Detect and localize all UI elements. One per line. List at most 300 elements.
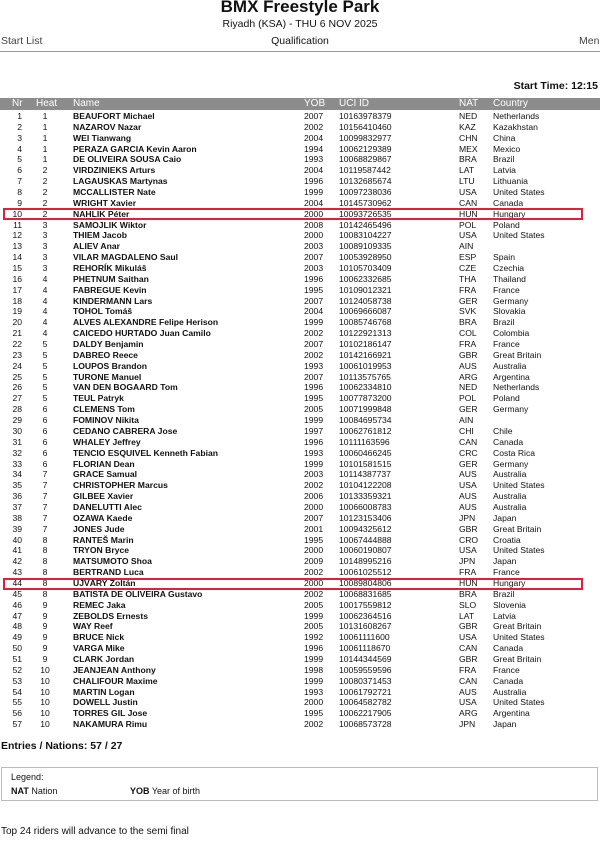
rider-nat: USA xyxy=(459,230,477,241)
table-row xyxy=(0,687,600,698)
rider-heat: 10 xyxy=(40,664,50,675)
rider-nat: SVK xyxy=(459,306,477,317)
rider-uci-id: 10097238036 xyxy=(339,187,392,198)
rider-uci-id: 10124058738 xyxy=(339,295,392,306)
rider-country: Canada xyxy=(493,643,524,654)
rider-nat: USA xyxy=(459,480,477,491)
rider-nr: 21 xyxy=(12,328,22,339)
rider-heat: 6 xyxy=(42,404,48,415)
rider-nat: NED xyxy=(459,111,478,121)
rider-nr: 15 xyxy=(12,263,22,274)
rider-yob: 1996 xyxy=(304,273,324,284)
rider-name: VILAR MAGDALENO Saul xyxy=(73,252,179,263)
rider-yob: 2002 xyxy=(304,328,324,339)
rider-country: Great Britain xyxy=(493,523,542,534)
header-country: Country xyxy=(493,98,529,109)
rider-country: Hungary xyxy=(493,577,526,588)
rider-nat: MEX xyxy=(459,143,478,154)
rider-country: Costa Rica xyxy=(493,447,536,458)
rider-heat: 5 xyxy=(42,360,48,371)
rider-yob: 1993 xyxy=(304,360,324,371)
rider-country: Poland xyxy=(493,393,520,404)
rider-nr: 17 xyxy=(12,284,22,295)
rider-heat: 4 xyxy=(42,317,48,328)
rider-yob: 1992 xyxy=(304,632,324,643)
rider-yob: 1999 xyxy=(304,187,324,198)
rider-uci-id: 10083104227 xyxy=(339,230,392,241)
rider-heat: 1 xyxy=(42,132,48,143)
rider-nat: GBR xyxy=(459,349,478,360)
rider-nr: 43 xyxy=(12,567,22,578)
rider-uci-id: 10109012321 xyxy=(339,284,392,295)
rider-nat: FRA xyxy=(459,339,477,350)
rider-nr: 29 xyxy=(12,415,22,426)
rider-nr: 28 xyxy=(12,404,22,415)
rider-country: Brazil xyxy=(493,588,515,599)
rider-nat: CZE xyxy=(459,263,477,274)
rider-uci-id: 10060466245 xyxy=(339,447,392,458)
table-row xyxy=(0,252,600,263)
rider-heat: 9 xyxy=(42,643,48,654)
rider-nr: 18 xyxy=(12,295,22,306)
rider-name: CLARK Jordan xyxy=(73,653,135,664)
rider-yob: 1993 xyxy=(304,447,324,458)
rider-uci-id: 10061019953 xyxy=(339,360,392,371)
rider-country: Spain xyxy=(493,252,515,263)
rider-nr: 5 xyxy=(17,154,22,165)
rider-nat: FRA xyxy=(459,284,477,295)
rider-name: BRUCE Nick xyxy=(73,632,125,643)
table-row xyxy=(0,317,600,328)
rider-name: THIEM Jacob xyxy=(73,230,127,241)
rider-nr: 8 xyxy=(17,187,22,198)
rider-yob: 2002 xyxy=(304,719,324,730)
rider-country: United States xyxy=(493,187,545,198)
rider-country: Argentina xyxy=(493,371,530,382)
rider-name: RANTEŠ Marin xyxy=(73,534,134,545)
rider-yob: 2005 xyxy=(304,404,324,415)
rider-name: DALDY Benjamin xyxy=(73,339,144,350)
rider-uci-id: 10084695734 xyxy=(339,415,392,426)
rider-country: France xyxy=(493,664,520,675)
rider-heat: 7 xyxy=(42,501,48,512)
rider-nr: 49 xyxy=(12,632,22,643)
rider-name: PHETNUM Saithan xyxy=(73,273,149,284)
legend-key: YOB xyxy=(130,786,150,796)
table-row xyxy=(0,535,600,546)
rider-nat: GER xyxy=(459,404,478,415)
table-row xyxy=(0,513,600,524)
rider-nat: AUS xyxy=(459,501,477,512)
rider-yob: 1997 xyxy=(304,425,324,436)
rider-uci-id: 10068829867 xyxy=(339,154,392,165)
rider-name: TEUL Patryk xyxy=(73,393,124,404)
rider-yob: 2003 xyxy=(304,241,324,252)
rider-country: Kazakhstan xyxy=(493,121,538,132)
rider-yob: 2006 xyxy=(304,491,324,502)
table-row xyxy=(0,372,600,383)
table-row xyxy=(0,165,600,176)
rider-heat: 3 xyxy=(42,230,48,241)
rider-name: OZAWA Kaede xyxy=(73,512,133,523)
rider-nr: 4 xyxy=(17,143,22,154)
rider-name: MCCALLISTER Nate xyxy=(73,187,156,198)
rider-yob: 1993 xyxy=(304,154,324,165)
rider-nr: 23 xyxy=(12,349,22,360)
table-row xyxy=(0,263,600,274)
table-row xyxy=(0,393,600,404)
rider-heat: 8 xyxy=(42,577,48,588)
table-row xyxy=(0,611,600,622)
table-row xyxy=(0,437,600,448)
rider-name: REMEC Jaka xyxy=(73,599,126,610)
rider-nat: ESP xyxy=(459,252,477,263)
table-row xyxy=(0,480,600,491)
rider-nr: 12 xyxy=(12,230,22,241)
table-row xyxy=(0,382,600,393)
rider-nat: CHI xyxy=(459,425,474,436)
rider-country: United States xyxy=(493,545,545,556)
rider-heat: 8 xyxy=(42,545,48,556)
rider-yob: 2004 xyxy=(304,132,324,143)
advancement-note: Top 24 riders will advance to the semi final xyxy=(1,826,189,837)
rider-country: Netherlands xyxy=(493,382,540,393)
rider-name: MATSUMOTO Shoa xyxy=(73,556,152,567)
rider-country: Poland xyxy=(493,219,520,230)
rider-yob: 1999 xyxy=(304,317,324,328)
rider-nat: CAN xyxy=(459,197,478,208)
rider-nr: 39 xyxy=(12,523,22,534)
rider-nr: 42 xyxy=(12,556,22,567)
rider-nr: 30 xyxy=(12,425,22,436)
table-row xyxy=(0,676,600,687)
table-row xyxy=(0,556,600,567)
header-divider xyxy=(0,51,600,52)
rider-uci-id: 10132685674 xyxy=(339,176,392,187)
header-yob: YOB xyxy=(304,98,326,109)
rider-uci-id: 10104122208 xyxy=(339,480,392,491)
rider-nr: 20 xyxy=(12,317,22,328)
table-row xyxy=(0,459,600,470)
table-row xyxy=(0,154,600,165)
table-row xyxy=(0,285,600,296)
rider-uci-id: 10085746768 xyxy=(339,317,392,328)
rider-uci-id: 10093726535 xyxy=(339,208,392,219)
rider-heat: 6 xyxy=(42,458,48,469)
rider-uci-id: 10123153406 xyxy=(339,512,392,523)
rider-nr: 3 xyxy=(17,132,22,143)
rider-uci-id: 10142465496 xyxy=(339,219,392,230)
table-row xyxy=(0,491,600,502)
rider-heat: 10 xyxy=(40,708,50,719)
rider-heat: 10 xyxy=(40,675,50,686)
legend-desc: Year of birth xyxy=(151,786,201,796)
rider-heat: 2 xyxy=(42,165,48,176)
rider-yob: 1995 xyxy=(304,393,324,404)
rider-name: BEAUFORT Michael xyxy=(73,111,155,121)
rider-yob: 1999 xyxy=(304,675,324,686)
rider-nat: GBR xyxy=(459,653,478,664)
rider-yob: 1996 xyxy=(304,436,324,447)
rider-country: Canada xyxy=(493,436,524,447)
page-title: BMX Freestyle Park xyxy=(220,0,380,16)
rider-uci-id: 10156410460 xyxy=(339,121,392,132)
rider-name: TOHOL Tomáš xyxy=(73,306,133,317)
rider-uci-id: 10062334810 xyxy=(339,382,392,393)
rider-heat: 8 xyxy=(42,567,48,578)
rider-uci-id: 10059559596 xyxy=(339,664,392,675)
rider-nat: HUN xyxy=(459,208,478,219)
rider-nat: THA xyxy=(459,273,477,284)
rider-yob: 2001 xyxy=(304,523,324,534)
header-nat: NAT xyxy=(459,98,479,109)
rider-yob: 2005 xyxy=(304,599,324,610)
rider-name: ALIEV Anar xyxy=(73,241,120,252)
rider-country: Czechia xyxy=(493,263,525,274)
rider-uci-id: 10114387737 xyxy=(339,469,391,480)
rider-uci-id: 10071999848 xyxy=(339,404,392,415)
rider-uci-id: 10089804806 xyxy=(339,577,392,588)
rider-name: VIRDZINIEKS Arturs xyxy=(73,165,156,176)
rider-nat: AUS xyxy=(459,360,477,371)
rider-yob: 2002 xyxy=(304,121,324,132)
rider-name: JEANJEAN Anthony xyxy=(73,664,156,675)
legend-item-yob xyxy=(130,786,200,796)
rider-heat: 6 xyxy=(42,447,48,458)
rider-yob: 1996 xyxy=(304,382,324,393)
table-row xyxy=(0,111,600,122)
start-list-rows xyxy=(0,111,600,730)
rider-heat: 3 xyxy=(42,263,48,274)
rider-nr: 32 xyxy=(12,447,22,458)
rider-uci-id: 10068573728 xyxy=(339,719,392,730)
rider-yob: 1995 xyxy=(304,708,324,719)
rider-nr: 13 xyxy=(12,241,22,252)
rider-nat: POL xyxy=(459,219,477,230)
rider-heat: 7 xyxy=(42,491,48,502)
rider-name: PERAZA GARCIA Kevin Aaron xyxy=(73,143,197,154)
rider-name: WEI Tianwang xyxy=(73,132,132,143)
rider-nat: CRO xyxy=(459,534,479,545)
rider-country: Australia xyxy=(493,501,527,512)
table-row xyxy=(0,448,600,459)
rider-nat: GBR xyxy=(459,621,478,632)
rider-name: CHALIFOUR Maxime xyxy=(73,675,158,686)
rider-heat: 1 xyxy=(42,143,48,154)
rider-heat: 5 xyxy=(42,349,48,360)
rider-country: France xyxy=(493,284,520,295)
table-row xyxy=(0,306,600,317)
rider-country: France xyxy=(493,339,520,350)
rider-yob: 2003 xyxy=(304,263,324,274)
table-row xyxy=(0,187,600,198)
rider-heat: 6 xyxy=(42,425,48,436)
rider-nat: AIN xyxy=(459,415,474,426)
rider-heat: 3 xyxy=(42,219,48,230)
rider-nr: 38 xyxy=(12,512,22,523)
rider-yob: 2003 xyxy=(304,469,324,480)
rider-nat: KAZ xyxy=(459,121,476,132)
rider-heat: 2 xyxy=(42,187,48,198)
table-row xyxy=(0,632,600,643)
round-label: Qualification xyxy=(271,35,329,47)
rider-country: Japan xyxy=(493,512,517,523)
rider-yob: 2000 xyxy=(304,577,324,588)
rider-name: VAN DEN BOGAARD Tom xyxy=(73,382,178,393)
rider-nat: CHN xyxy=(459,132,478,143)
rider-name: FOMINOV Nikita xyxy=(73,415,139,426)
table-row xyxy=(0,133,600,144)
rider-yob: 1998 xyxy=(304,664,324,675)
rider-name: CEDANO CABRERA Jose xyxy=(73,425,178,436)
rider-heat: 10 xyxy=(40,686,50,697)
rider-country: Australia xyxy=(493,491,527,502)
rider-country: France xyxy=(493,567,520,578)
rider-yob: 2007 xyxy=(304,111,324,121)
rider-name: VARGA Mike xyxy=(73,643,125,654)
legend-desc: Nation xyxy=(31,786,58,796)
rider-uci-id: 10077873200 xyxy=(339,393,392,404)
table-row xyxy=(0,361,600,372)
rider-heat: 4 xyxy=(42,273,48,284)
rider-heat: 2 xyxy=(42,208,48,219)
rider-nat: CAN xyxy=(459,643,478,654)
rider-heat: 9 xyxy=(42,632,48,643)
table-row xyxy=(0,643,600,654)
rider-yob: 2007 xyxy=(304,512,324,523)
rider-name: DABREO Reece xyxy=(73,349,138,360)
table-row xyxy=(0,198,600,209)
rider-yob: 2002 xyxy=(304,480,324,491)
rider-country: Colombia xyxy=(493,328,530,339)
rider-heat: 5 xyxy=(42,371,48,382)
rider-name: TENCIO ESQUIVEL Kenneth Fabian xyxy=(73,447,218,458)
rider-nr: 54 xyxy=(12,686,22,697)
legend-key: NAT xyxy=(11,786,29,796)
highlight-box xyxy=(3,208,583,220)
rider-nat: AIN xyxy=(459,241,474,252)
table-row xyxy=(0,665,600,676)
rider-name: TORRES GIL Jose xyxy=(73,708,148,719)
rider-uci-id: 10017559812 xyxy=(339,599,392,610)
rider-heat: 5 xyxy=(42,393,48,404)
rider-yob: 2007 xyxy=(304,339,324,350)
rider-country: Latvia xyxy=(493,165,516,176)
rider-yob: 1993 xyxy=(304,686,324,697)
rider-nr: 55 xyxy=(12,697,22,708)
table-row xyxy=(0,296,600,307)
rider-heat: 4 xyxy=(42,295,48,306)
rider-nr: 53 xyxy=(12,675,22,686)
rider-country: United States xyxy=(493,632,545,643)
rider-yob: 2000 xyxy=(304,230,324,241)
rider-name: CHRISTOPHER Marcus xyxy=(73,480,168,491)
table-row xyxy=(0,415,600,426)
table-row xyxy=(0,339,600,350)
rider-country: United States xyxy=(493,230,545,241)
rider-nr: 11 xyxy=(13,219,22,230)
header-nr: Nr xyxy=(12,98,23,109)
rider-nat: LAT xyxy=(459,165,475,176)
rider-yob: 2005 xyxy=(304,621,324,632)
rider-nat: SLO xyxy=(459,599,477,610)
rider-name: TURONE Manuel xyxy=(73,371,142,382)
rider-uci-id: 10062129389 xyxy=(339,143,392,154)
rider-country: Germany xyxy=(493,295,529,306)
table-row xyxy=(0,589,600,600)
rider-country: Canada xyxy=(493,675,524,686)
rider-name: WRIGHT Xavier xyxy=(73,197,137,208)
table-row xyxy=(0,230,600,241)
rider-yob: 2009 xyxy=(304,556,324,567)
rider-name: REHORÍK Mikuláš xyxy=(73,263,147,274)
rider-heat: 3 xyxy=(42,241,48,252)
rider-country: Brazil xyxy=(493,154,515,165)
rider-heat: 8 xyxy=(42,588,48,599)
rider-nr: 36 xyxy=(12,491,22,502)
rider-yob: 2007 xyxy=(304,295,324,306)
document-type-label: Start List xyxy=(1,35,43,47)
rider-name: CAICEDO HURTADO Juan Camilo xyxy=(73,328,211,339)
rider-name: TRYON Bryce xyxy=(73,545,130,556)
rider-nr: 33 xyxy=(12,458,22,469)
entries-summary: Entries / Nations: 57 / 27 xyxy=(1,740,123,752)
rider-nat: BRA xyxy=(459,317,477,328)
rider-nr: 19 xyxy=(12,306,22,317)
rider-heat: 10 xyxy=(40,719,50,730)
rider-country: Germany xyxy=(493,458,529,469)
table-row xyxy=(0,654,600,665)
rider-heat: 10 xyxy=(40,697,50,708)
rider-uci-id: 10069666087 xyxy=(339,306,392,317)
table-row xyxy=(0,545,600,556)
rider-nr: 6 xyxy=(17,165,22,176)
rider-nr: 46 xyxy=(12,599,22,610)
rider-nr: 48 xyxy=(12,621,22,632)
rider-nr: 10 xyxy=(12,208,22,219)
rider-yob: 1994 xyxy=(304,143,324,154)
rider-nat: AUS xyxy=(459,491,477,502)
rider-heat: 4 xyxy=(42,284,48,295)
rider-yob: 2004 xyxy=(304,165,324,176)
rider-name: WHALEY Jeffrey xyxy=(73,436,141,447)
rider-yob: 2008 xyxy=(304,219,324,230)
table-row xyxy=(0,719,600,730)
rider-nat: ARG xyxy=(459,708,478,719)
rider-name: DOWELL Justin xyxy=(73,697,138,708)
rider-nr: 45 xyxy=(12,588,22,599)
rider-uci-id: 10061118670 xyxy=(339,643,391,654)
rider-country: Japan xyxy=(493,556,517,567)
rider-nr: 41 xyxy=(12,545,22,556)
rider-nat: BRA xyxy=(459,154,477,165)
rider-yob: 1999 xyxy=(304,415,324,426)
rider-yob: 2004 xyxy=(304,306,324,317)
rider-uci-id: 10119587442 xyxy=(339,165,391,176)
event-subtitle: Riyadh (KSA) - THU 6 NOV 2025 xyxy=(222,18,378,30)
rider-nat: JPN xyxy=(459,556,476,567)
rider-heat: 7 xyxy=(42,523,48,534)
rider-country: Lithuania xyxy=(493,176,528,187)
rider-name: UJVÁRY Zoltán xyxy=(73,577,136,588)
rider-country: Slovenia xyxy=(493,599,526,610)
rider-uci-id: 10060190807 xyxy=(339,545,392,556)
category-label: Men xyxy=(579,35,600,47)
rider-nat: HUN xyxy=(459,577,478,588)
rider-name: BATISTA DE OLIVEIRA Gustavo xyxy=(73,588,203,599)
rider-name: BERTRAND Luca xyxy=(73,567,144,578)
rider-name: MARTIN Logan xyxy=(73,686,135,697)
